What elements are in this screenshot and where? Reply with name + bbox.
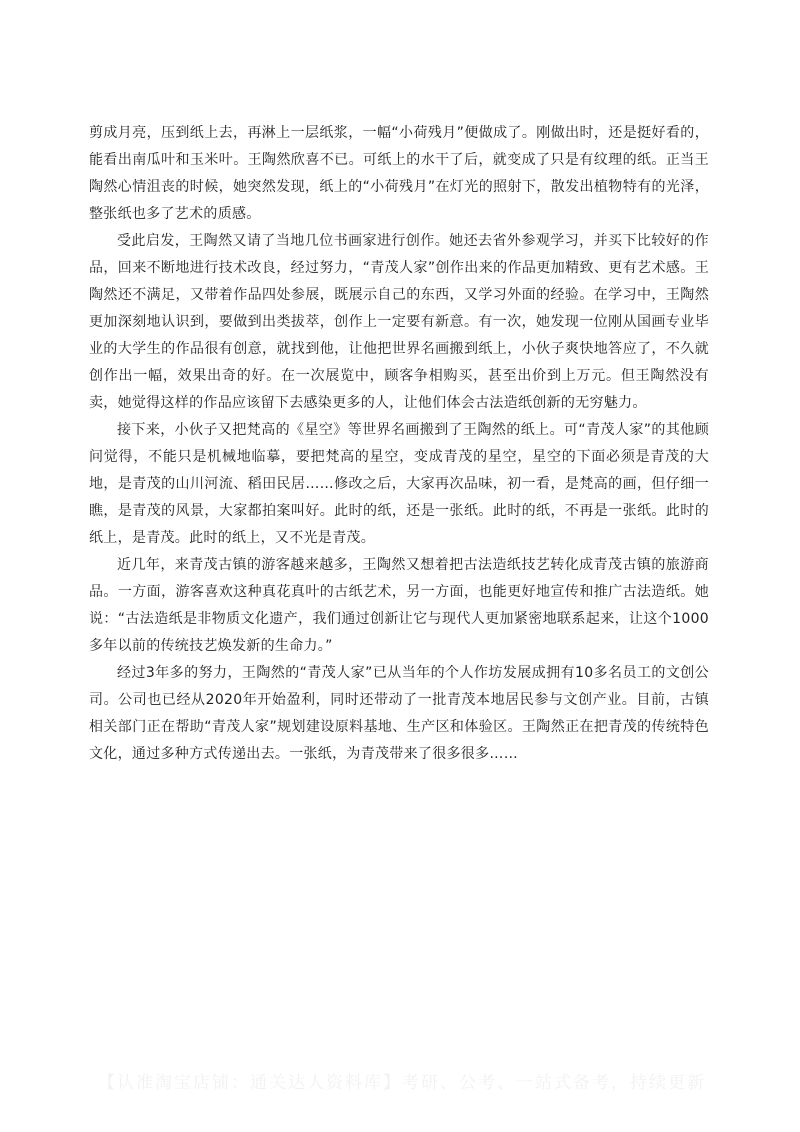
paragraph-1: 剪成月亮，压到纸上去，再淋上一层纸浆，一幅“小荷残月”便做成了。刚做出时，还是挺好看的，能看出南瓜叶和玉米叶。王陶然欣喜不已。可纸上的水干了后，就变成了只是有纹理的纸。正当王陶然心情沮丧的时候，她突然发现，纸上的“小荷残月”在灯光的照射下，散发出植物特有的光泽，整张纸也多了艺术的质感。: [89, 125, 709, 222]
paragraph-5: 经过3年多的努力，王陶然的“青茂人家”已从当年的个人作坊发展成拥有10多名员工的文创公司。公司也已经从2020年开始盈利，同时还带动了一批青茂本地居民参与文创产业。目前，古镇相关部门正在帮助“青茂人家”规划建设原料基地、生产区和体验区。王陶然正在把青茂的传统特色文化，通过多种方式传递出去。一张纸，为青茂带来了很多很多……: [89, 665, 709, 762]
footer-watermark: 【认准淘宝店铺：通关达人资料库】考研、公考、一站式备考，持续更新: [98, 1073, 706, 1093]
paragraph-4: 近几年，来青茂古镇的游客越来越多，王陶然又想着把古法造纸技艺转化成青茂古镇的旅游商品。一方面，游客喜欢这种真花真叶的古纸艺术，另一方面，也能更好地宣传和推广古法造纸。她说：“古法造纸是非物质文化遗产，我们通过创新让它与现代人更加紧密地联系起来，让这个1000多年以前的传统技艺焕发新的生命力。”: [89, 557, 709, 654]
article-body: [89, 120, 709, 768]
paragraph-2: 受此启发，王陶然又请了当地几位书画家进行创作。她还去省外参观学习，并买下比较好的作品，回来不断地进行技术改良，经过努力，“青茂人家”创作出来的作品更加精致、更有艺术感。王陶然还不满足，又带着作品四处参展，既展示自己的东西，又学习外面的经验。在学习中，王陶然更加深刻地认识到，要做到出类拔萃，创作上一定要有新意。有一次，她发现一位刚从国画专业毕业的大学生的作品很有创意，就找到他，让他把世界名画搬到纸上，小伙子爽快地答应了，不久就创作出一幅，效果出奇的好。在一次展览中，顾客争相购买，甚至出价到上万元。但王陶然没有卖，她觉得这样的作品应该留下去感染更多的人，让他们体会古法造纸创新的无穷魅力。: [89, 233, 709, 411]
paragraph-3: 接下来，小伙子又把梵高的《星空》等世界名画搬到了王陶然的纸上。可“青茂人家”的其他顾问觉得，不能只是机械地临摹，要把梵高的星空，变成青茂的星空，星空的下面必须是青茂的大地，是青茂的山川河流、稻田民居……修改之后，大家再次品味，初一看，是梵高的画，但仔细一瞧，是青茂的风景，大家都拍案叫好。此时的纸，还是一张纸。此时的纸，不再是一张纸。此时的纸上，是青茂。此时的纸上，又不光是青茂。: [89, 422, 709, 546]
